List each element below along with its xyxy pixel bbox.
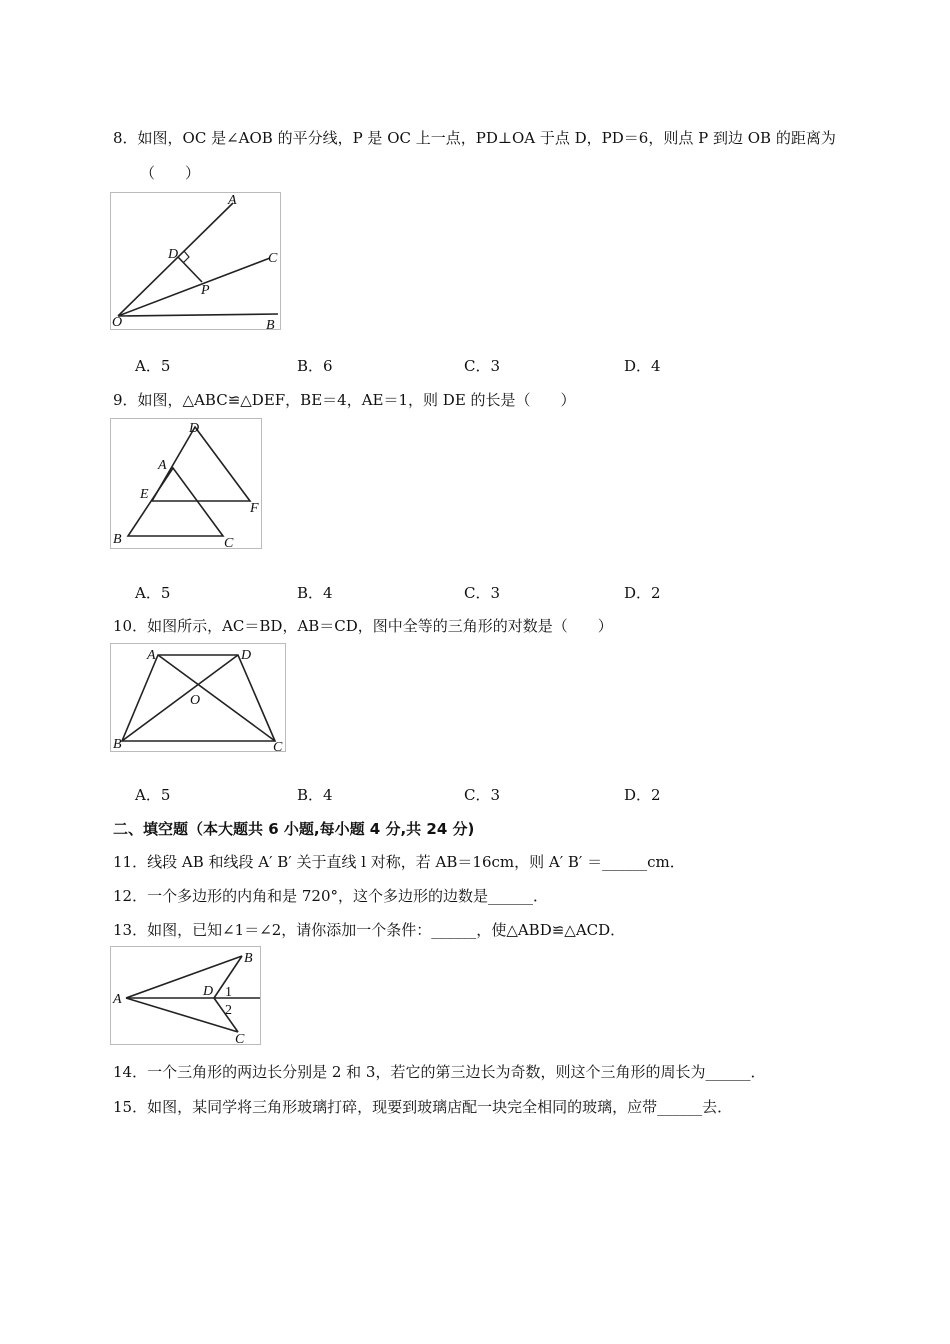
- q10-options: [135, 784, 855, 804]
- q10-diagonal-AC: [158, 655, 275, 741]
- q8-right-angle-mark: [183, 251, 189, 263]
- q8-options: [135, 355, 855, 375]
- q10-stem: 10．如图所示，AC＝BD，AB＝CD，图中全等的三角形的对数是（ ）: [113, 617, 613, 635]
- q8-ray-OB: [118, 314, 278, 316]
- q13-label-angle-2: 2: [225, 1003, 232, 1018]
- q9-label-D: D: [189, 421, 200, 436]
- q8-label-C: C: [268, 251, 278, 266]
- q9-triangle-ABC: [128, 468, 223, 536]
- q10-label-O: O: [190, 693, 201, 708]
- q9-option-a[interactable]: A．5: [135, 584, 171, 602]
- q8-option-b[interactable]: B．6: [297, 357, 333, 375]
- q9-label-A: A: [158, 458, 167, 473]
- q8-label-B: B: [266, 318, 275, 333]
- q9-label-C: C: [224, 536, 234, 551]
- q8-label-D: D: [168, 247, 179, 262]
- q10-label-C: C: [273, 740, 283, 755]
- q13-label-C: C: [235, 1032, 245, 1047]
- q8-label-P: P: [201, 283, 210, 298]
- section-2-title: 二、填空题（本大题共 6 小题,每小题 4 分,共 24 分): [113, 820, 475, 838]
- q8-figure: [110, 192, 285, 332]
- q10-figure: [110, 643, 290, 755]
- q10-option-b[interactable]: B．4: [297, 786, 333, 804]
- q9-label-E: E: [140, 487, 149, 502]
- q13-label-A: A: [113, 992, 122, 1007]
- q10-label-A: A: [147, 648, 156, 663]
- q9-option-c[interactable]: C．3: [464, 584, 501, 602]
- q9-options: [135, 582, 855, 602]
- q13-figure: [110, 946, 265, 1046]
- q10-option-a[interactable]: A．5: [135, 786, 171, 804]
- q9-stem: 9．如图，△ABC≌△DEF，BE＝4，AE＝1，则 DE 的长是（ ）: [113, 391, 576, 409]
- q14-stem: 14．一个三角形的两边长分别是 2 和 3，若它的第三边长为奇数，则这个三角形的周长为______．: [113, 1063, 766, 1081]
- q8-stem: 8．如图，OC 是∠AOB 的平分线，P 是 OC 上一点，PD⊥OA 于点 D，PD＝6，则点 P 到边 OB 的距离为: [113, 129, 836, 147]
- q11-stem: 11．线段 AB 和线段 A′ B′ 关于直线 l 对称，若 AB＝16cm，则 A′ B′ ＝______cm．: [113, 853, 685, 871]
- q13-stem: 13．如图，已知∠1＝∠2，请你添加一个条件：______，使△ABD≌△ACD．: [113, 921, 626, 939]
- q8-option-a[interactable]: A．5: [135, 357, 171, 375]
- q8-option-c[interactable]: C．3: [464, 357, 501, 375]
- q9-figure: [110, 418, 265, 552]
- q13-label-D: D: [203, 984, 214, 999]
- q9-option-d[interactable]: D．2: [624, 584, 661, 602]
- q8-ray-OC: [118, 258, 270, 316]
- q10-label-D: D: [241, 648, 252, 663]
- q10-option-d[interactable]: D．2: [624, 786, 661, 804]
- q13-label-B: B: [244, 951, 253, 966]
- q8-segment-PD: [178, 257, 202, 282]
- q13-label-angle-1: 1: [225, 985, 232, 1000]
- q10-option-c[interactable]: C．3: [464, 786, 501, 804]
- q15-stem: 15．如图，某同学将三角形玻璃打碎，现要到玻璃店配一块完全相同的玻璃，应带______去．: [113, 1098, 733, 1116]
- q10-label-B: B: [113, 737, 122, 752]
- q9-triangle-DEF: [152, 427, 250, 501]
- q9-label-B: B: [113, 532, 122, 547]
- q12-stem: 12．一个多边形的内角和是 720°，这个多边形的边数是______．: [113, 887, 548, 905]
- q9-label-F: F: [250, 501, 259, 516]
- q8-label-A: A: [228, 193, 237, 208]
- q8-answer-blank: （ ）: [140, 164, 201, 182]
- q8-label-O: O: [112, 315, 123, 330]
- q9-option-b[interactable]: B．4: [297, 584, 333, 602]
- q13-segment-AC: [126, 998, 238, 1032]
- q8-option-d[interactable]: D．4: [624, 357, 661, 375]
